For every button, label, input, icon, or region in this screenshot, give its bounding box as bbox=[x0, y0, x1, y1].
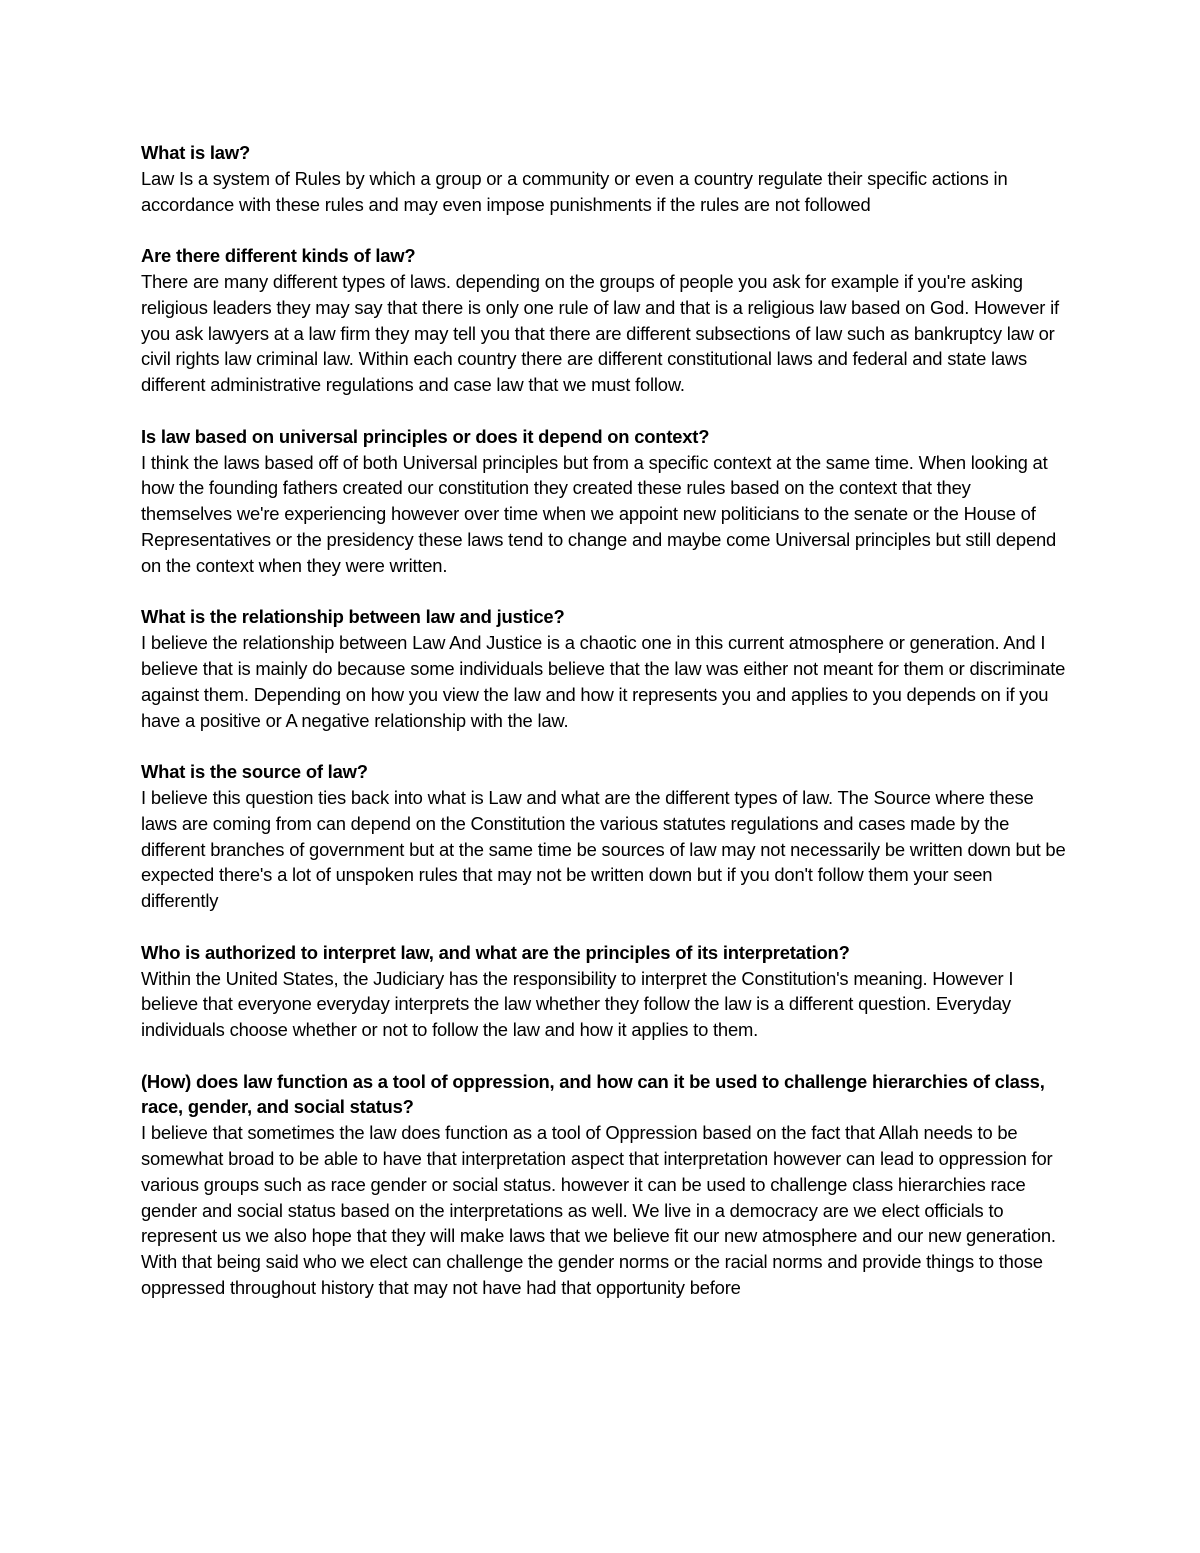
answer-paragraph: I think the laws based off of both Universal principles but from a specific context at the same time. When looking at how the founding fathers created our constitution they created these rules based on the context that they themselves we're experiencing however over time when we appoint new politicians to the senate or the House of Representatives or the presidency these laws tend to change and maybe come Universal principles but still depend on the context when they were written. bbox=[141, 451, 1057, 576]
qa-section-universal-principles bbox=[141, 424, 1066, 579]
question-heading: What is the relationship between law and justice? bbox=[141, 606, 565, 628]
qa-section-source-of-law bbox=[141, 759, 1066, 914]
answer-paragraph: I believe this question ties back into what is Law and what are the different types of law. The Source where these laws are coming from can depend on the Constitution the various statutes regulations and cases made by the different branches of government but at the same time be sources of law may not necessarily be written down but be expected there's a lot of unspoken rules that may not be written down but if you don't follow them your seen differently bbox=[141, 786, 1066, 912]
answer-paragraph: Within the United States, the Judiciary has the responsibility to interpret the Constitution's meaning. However I believe that everyone everyday interprets the law whether they follow the law is a different question. Everyday individuals choose whether or not to follow the law and how it applies to them. bbox=[141, 967, 1014, 1041]
answer-paragraph: I believe the relationship between Law And Justice is a chaotic one in this current atmosphere or generation. And I believe that is mainly do because some individuals believe that the law was either not meant for them or discriminate against them. Depending on how you view the law and how it represents you and applies to you depends on if you have a positive or A negative relationship with the law. bbox=[141, 632, 1066, 731]
answer-paragraph: I believe that sometimes the law does function as a tool of Oppression based on the fact that Allah needs to be somewhat broad to be able to have that interpretation aspect that interpretation however can lead to oppression for various groups such as race gender or social status. however it can be used to challenge class hierarchies race gender and social status based on the interpretations as well. We live in a democracy are we elect officials to represent us we also hope that they will make laws that we believe fit our new atmosphere and our new generation. With that being said who we elect can challenge the gender norms or the racial norms and provide things to those oppressed throughout history that may not have had that opportunity before bbox=[141, 1122, 1056, 1299]
qa-section-interpretation bbox=[141, 940, 1066, 1043]
document-body bbox=[141, 140, 1066, 1327]
question-heading: What is the source of law? bbox=[141, 761, 368, 783]
qa-section-law-and-justice bbox=[141, 604, 1066, 733]
question-heading: Is law based on universal principles or does it depend on context? bbox=[141, 425, 710, 447]
question-heading: Who is authorized to interpret law, and what are the principles of its interpretation? bbox=[141, 941, 850, 963]
qa-section-kinds-of-law bbox=[141, 243, 1066, 398]
answer-paragraph: There are many different types of laws. depending on the groups of people you ask for example if you're asking religious leaders they may say that there is only one rule of law and that is a religious law based on God. However if you ask lawyers at a law firm they may tell you that there are different subsections of law such as bankruptcy law or civil rights law criminal law. Within each country there are different constitutional laws and federal and state laws different administrative regulations and case law that we must follow. bbox=[141, 270, 1059, 396]
answer-paragraph: Law Is a system of Rules by which a group or a community or even a country regulate their specific actions in accordance with these rules and may even impose punishments if the rules are not followed bbox=[141, 167, 1008, 215]
question-heading: What is law? bbox=[141, 142, 250, 163]
qa-section-oppression bbox=[141, 1069, 1066, 1301]
question-heading: Are there different kinds of law? bbox=[141, 245, 416, 267]
question-heading: (How) does law function as a tool of oppression, and how can it be used to challenge hierarchies of class, race, gender, and social status? bbox=[141, 1070, 1045, 1118]
qa-section-what-is-law bbox=[141, 140, 1066, 217]
